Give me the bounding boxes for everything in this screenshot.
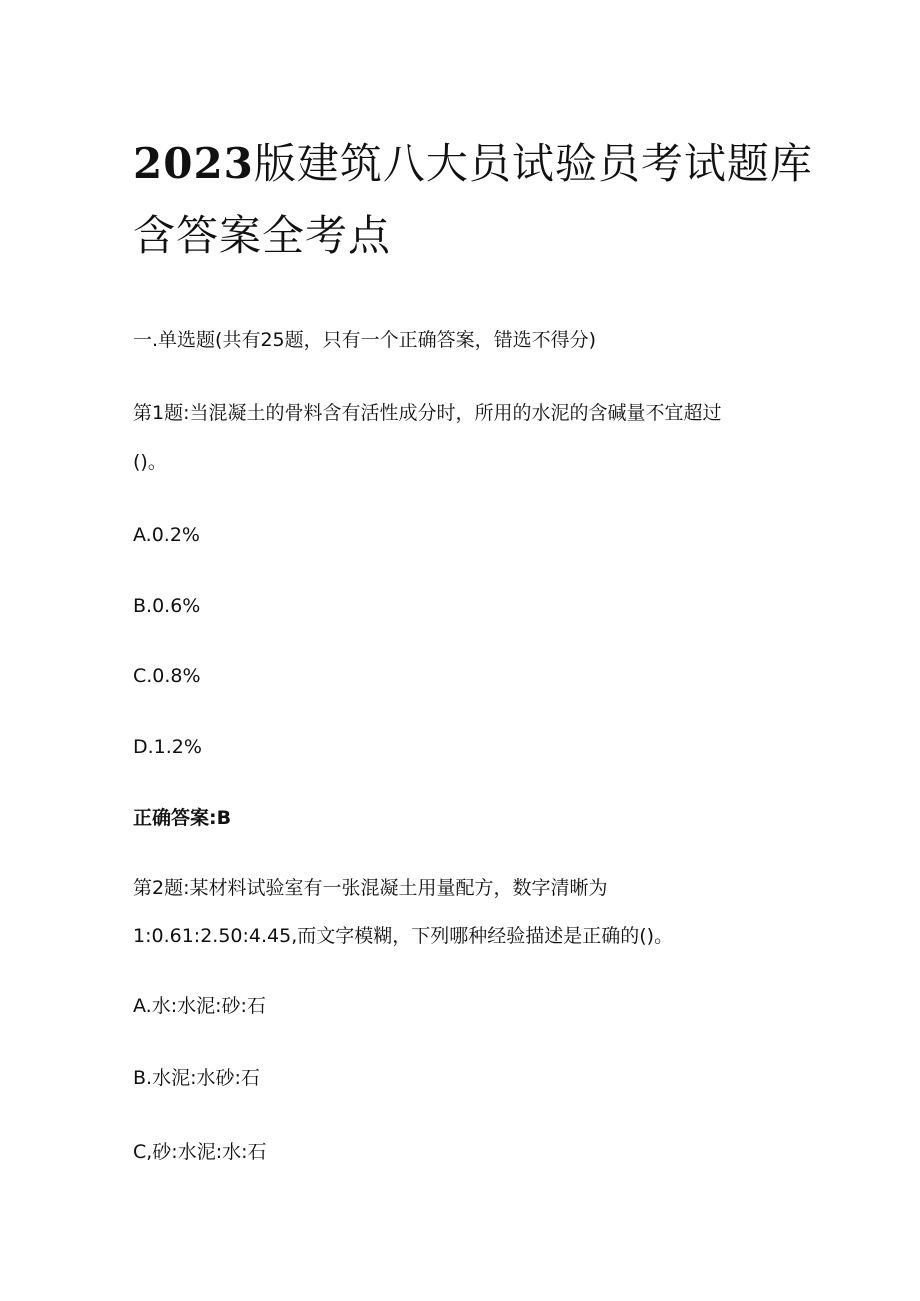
question-2-option-c: C,砂:水泥:水:石: [133, 1141, 267, 1163]
title-text: 版建筑八大员试验员考试题库: [253, 139, 813, 188]
question-1-option-b: B.0.6%: [133, 595, 201, 617]
question-1-option-a: A.0.2%: [133, 524, 200, 546]
question-1-answer: 正确答案:B: [133, 807, 232, 829]
question-2-option-a: A.水:水泥:砂:石: [133, 995, 266, 1017]
question-2-stem-line-2: 1:0.61:2.50:4.45,而文字模糊，下列哪种经验描述是正确的()。: [133, 925, 674, 947]
document-title-line-2: 含答案全考点: [133, 211, 392, 260]
question-1-option-c: C.0.8%: [133, 665, 201, 687]
question-1-option-d: D.1.2%: [133, 736, 202, 758]
document-title-line-1: [133, 129, 813, 199]
question-1-stem-line-2: ()。: [133, 451, 167, 473]
question-1-stem-line-1: 第1题:当混凝土的骨料含有活性成分时，所用的水泥的含碱量不宜超过: [133, 402, 722, 424]
section-heading: 一.单选题(共有25题，只有一个正确答案，错选不得分): [133, 329, 597, 351]
question-2-stem-line-1: 第2题:某材料试验室有一张混凝土用量配方，数字清晰为: [133, 877, 608, 899]
question-2-option-b: B.水泥:水砂:石: [133, 1067, 260, 1089]
title-year: 2023: [133, 139, 254, 188]
